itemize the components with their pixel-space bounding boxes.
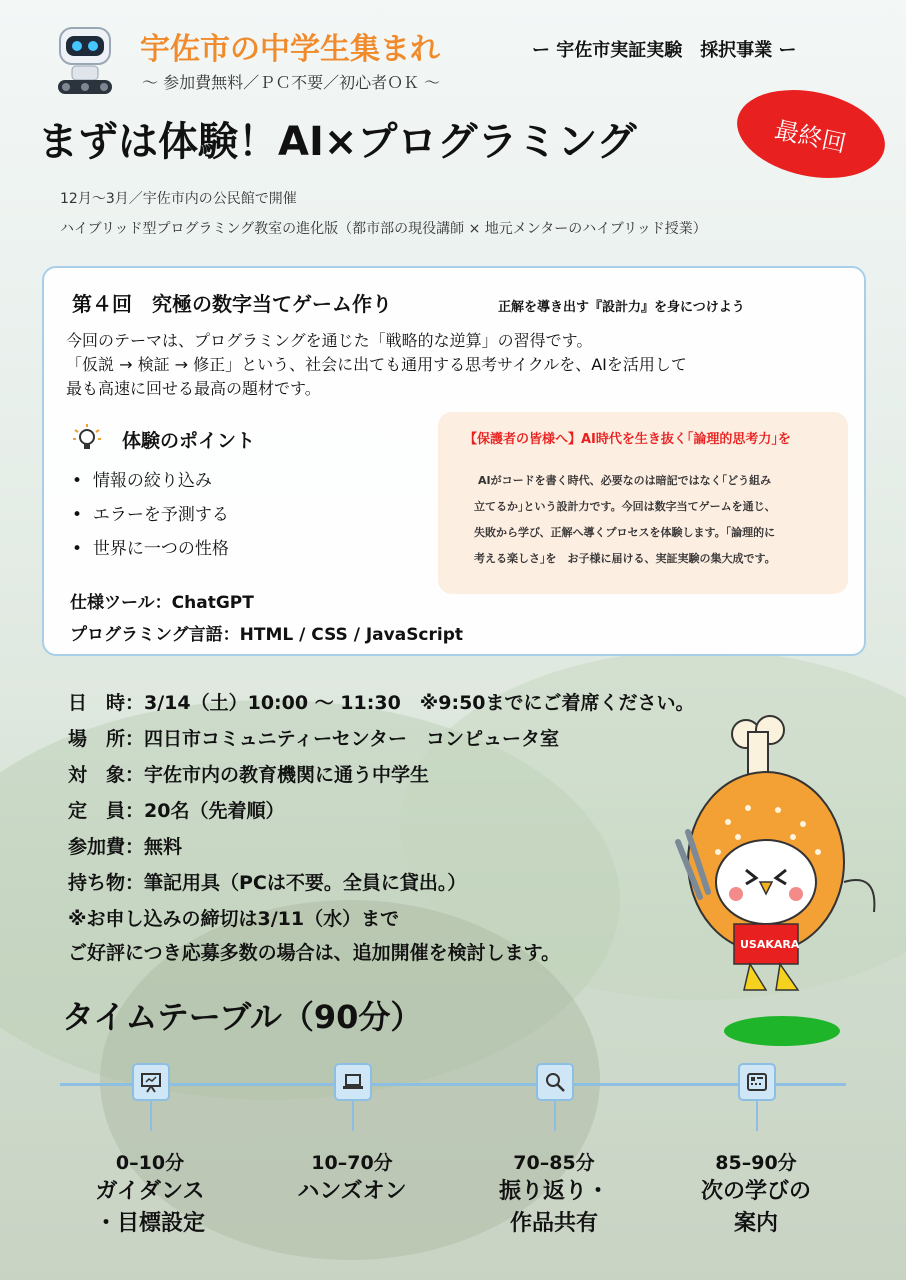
timetable-item bbox=[666, 1150, 846, 1240]
session-subtitle: 正解を導き出す『設計力』を身につけよう bbox=[498, 300, 745, 315]
magnifier-icon bbox=[536, 1063, 574, 1101]
session-title: 第４回 究極の数字当てゲーム作り bbox=[72, 292, 392, 316]
detail-target: 対 象：宇佐市内の教育機関に通う中学生 bbox=[68, 764, 430, 786]
parent-note-line-1: AIがコードを書く時代、必要なのは暗記ではなく｢どう組み bbox=[478, 474, 772, 487]
timeline-stem bbox=[352, 1101, 354, 1131]
laptop-icon bbox=[334, 1063, 372, 1101]
point-label: 情報の絞り込み bbox=[92, 471, 212, 491]
detail-capacity: 定 員：20名（先着順） bbox=[68, 800, 285, 822]
mascot-apron-label: USAKARA bbox=[740, 938, 800, 951]
timetable-time: 85–90分 bbox=[715, 1152, 797, 1174]
point-item: • 世界に一つの性格 bbox=[72, 539, 229, 559]
detail-datetime: 日 時：3/14（土）10:00 ～ 11:30 ※9:50までにご着席ください。 bbox=[68, 692, 695, 714]
timetable-heading: タイムテーブル（90分） bbox=[62, 998, 423, 1036]
mascot-illustration bbox=[648, 712, 888, 1002]
info-line-2: ハイブリッド型プログラミング教室の進化版（都市部の現役講師 × 地元メンターのハイブリッド授業） bbox=[60, 221, 707, 237]
timetable-item bbox=[464, 1150, 644, 1240]
detail-extra: ご好評につき応募多数の場合は、追加開催を検討します。 bbox=[68, 942, 561, 964]
timetable-label: 案内 bbox=[733, 1211, 778, 1236]
session-desc-3: 最も高速に回せる最高の題材です。 bbox=[66, 379, 321, 398]
main-title: まずは体験！AI×プログラミング bbox=[38, 119, 637, 165]
timetable-label: 振り返り・ bbox=[498, 1179, 609, 1204]
parent-note-line-3: 失敗から学び、正解へ導くプロセスを体験します。｢論理的に bbox=[474, 526, 776, 539]
timetable-label: ハンズオン bbox=[297, 1179, 407, 1204]
timetable-item bbox=[262, 1150, 442, 1208]
detail-fee: 参加費：無料 bbox=[68, 836, 183, 858]
language-line: プログラミング言語：HTML / CSS / JavaScript bbox=[70, 625, 464, 645]
info-line-1: 12月～3月／宇佐市内の公民館で開催 bbox=[60, 191, 297, 207]
timeline-line bbox=[60, 1083, 846, 1086]
timetable-label: ガイダンス bbox=[95, 1179, 205, 1204]
points-heading: 体験のポイント bbox=[122, 430, 256, 452]
lightbulb-icon bbox=[70, 422, 104, 456]
point-item: • 情報の絞り込み bbox=[72, 471, 212, 491]
timetable-item bbox=[60, 1150, 240, 1240]
timetable-time: 10–70分 bbox=[311, 1152, 393, 1174]
session-desc-1: 今回のテーマは、プログラミングを通じた「戦略的な逆算」の習得です。 bbox=[66, 331, 593, 350]
timeline-stem bbox=[756, 1101, 758, 1131]
detail-bring: 持ち物：筆記用具（PCは不要。全員に貸出。） bbox=[68, 872, 467, 894]
timetable-time: 0–10分 bbox=[115, 1152, 185, 1174]
timetable-label: 次の学びの bbox=[700, 1179, 811, 1204]
timetable-time: 70–85分 bbox=[513, 1152, 595, 1174]
final-badge-label: 最終回 bbox=[772, 115, 849, 158]
presentation-icon bbox=[132, 1063, 170, 1101]
timeline-stem bbox=[554, 1101, 556, 1131]
robot-icon bbox=[52, 22, 118, 98]
point-label: エラーを予測する bbox=[92, 505, 229, 525]
parent-note-line-4: 考える楽しさ｣を お子様に届ける、実証実験の集大成です。 bbox=[474, 552, 776, 565]
header-tag: ー 宇佐市実証実験 採択事業 ー bbox=[532, 40, 797, 61]
green-ellipse bbox=[724, 1016, 840, 1046]
timetable-label: 作品共有 bbox=[509, 1211, 598, 1236]
detail-place: 場 所：四日市コミュニティーセンター コンピュータ室 bbox=[68, 728, 559, 750]
session-desc-2: 「仮説 → 検証 → 修正」という、社会に出ても通用する思考サイクルを、AIを活用して bbox=[66, 355, 687, 374]
timetable-label: ・目標設定 bbox=[94, 1211, 205, 1236]
header-subtitle: ～ 参加費無料／ＰＣ不要／初心者ＯＫ ～ bbox=[142, 73, 441, 92]
timeline-stem bbox=[150, 1101, 152, 1131]
parent-note-heading: 【保護者の皆様へ】AI時代を生き抜く｢論理的思考力｣を bbox=[464, 432, 791, 447]
parent-note-line-2: 立てるか｣という設計力です。今回は数字当てゲームを通じ、 bbox=[474, 500, 776, 513]
detail-deadline: ※お申し込みの締切は3/11（水）まで bbox=[68, 908, 400, 930]
point-label: 世界に一つの性格 bbox=[92, 539, 229, 559]
tool-line: 仕様ツール：ChatGPT bbox=[70, 593, 254, 613]
point-item: • エラーを予測する bbox=[72, 505, 229, 525]
header-title: 宇佐市の中学生集まれ bbox=[140, 32, 440, 67]
calculator-icon bbox=[738, 1063, 776, 1101]
